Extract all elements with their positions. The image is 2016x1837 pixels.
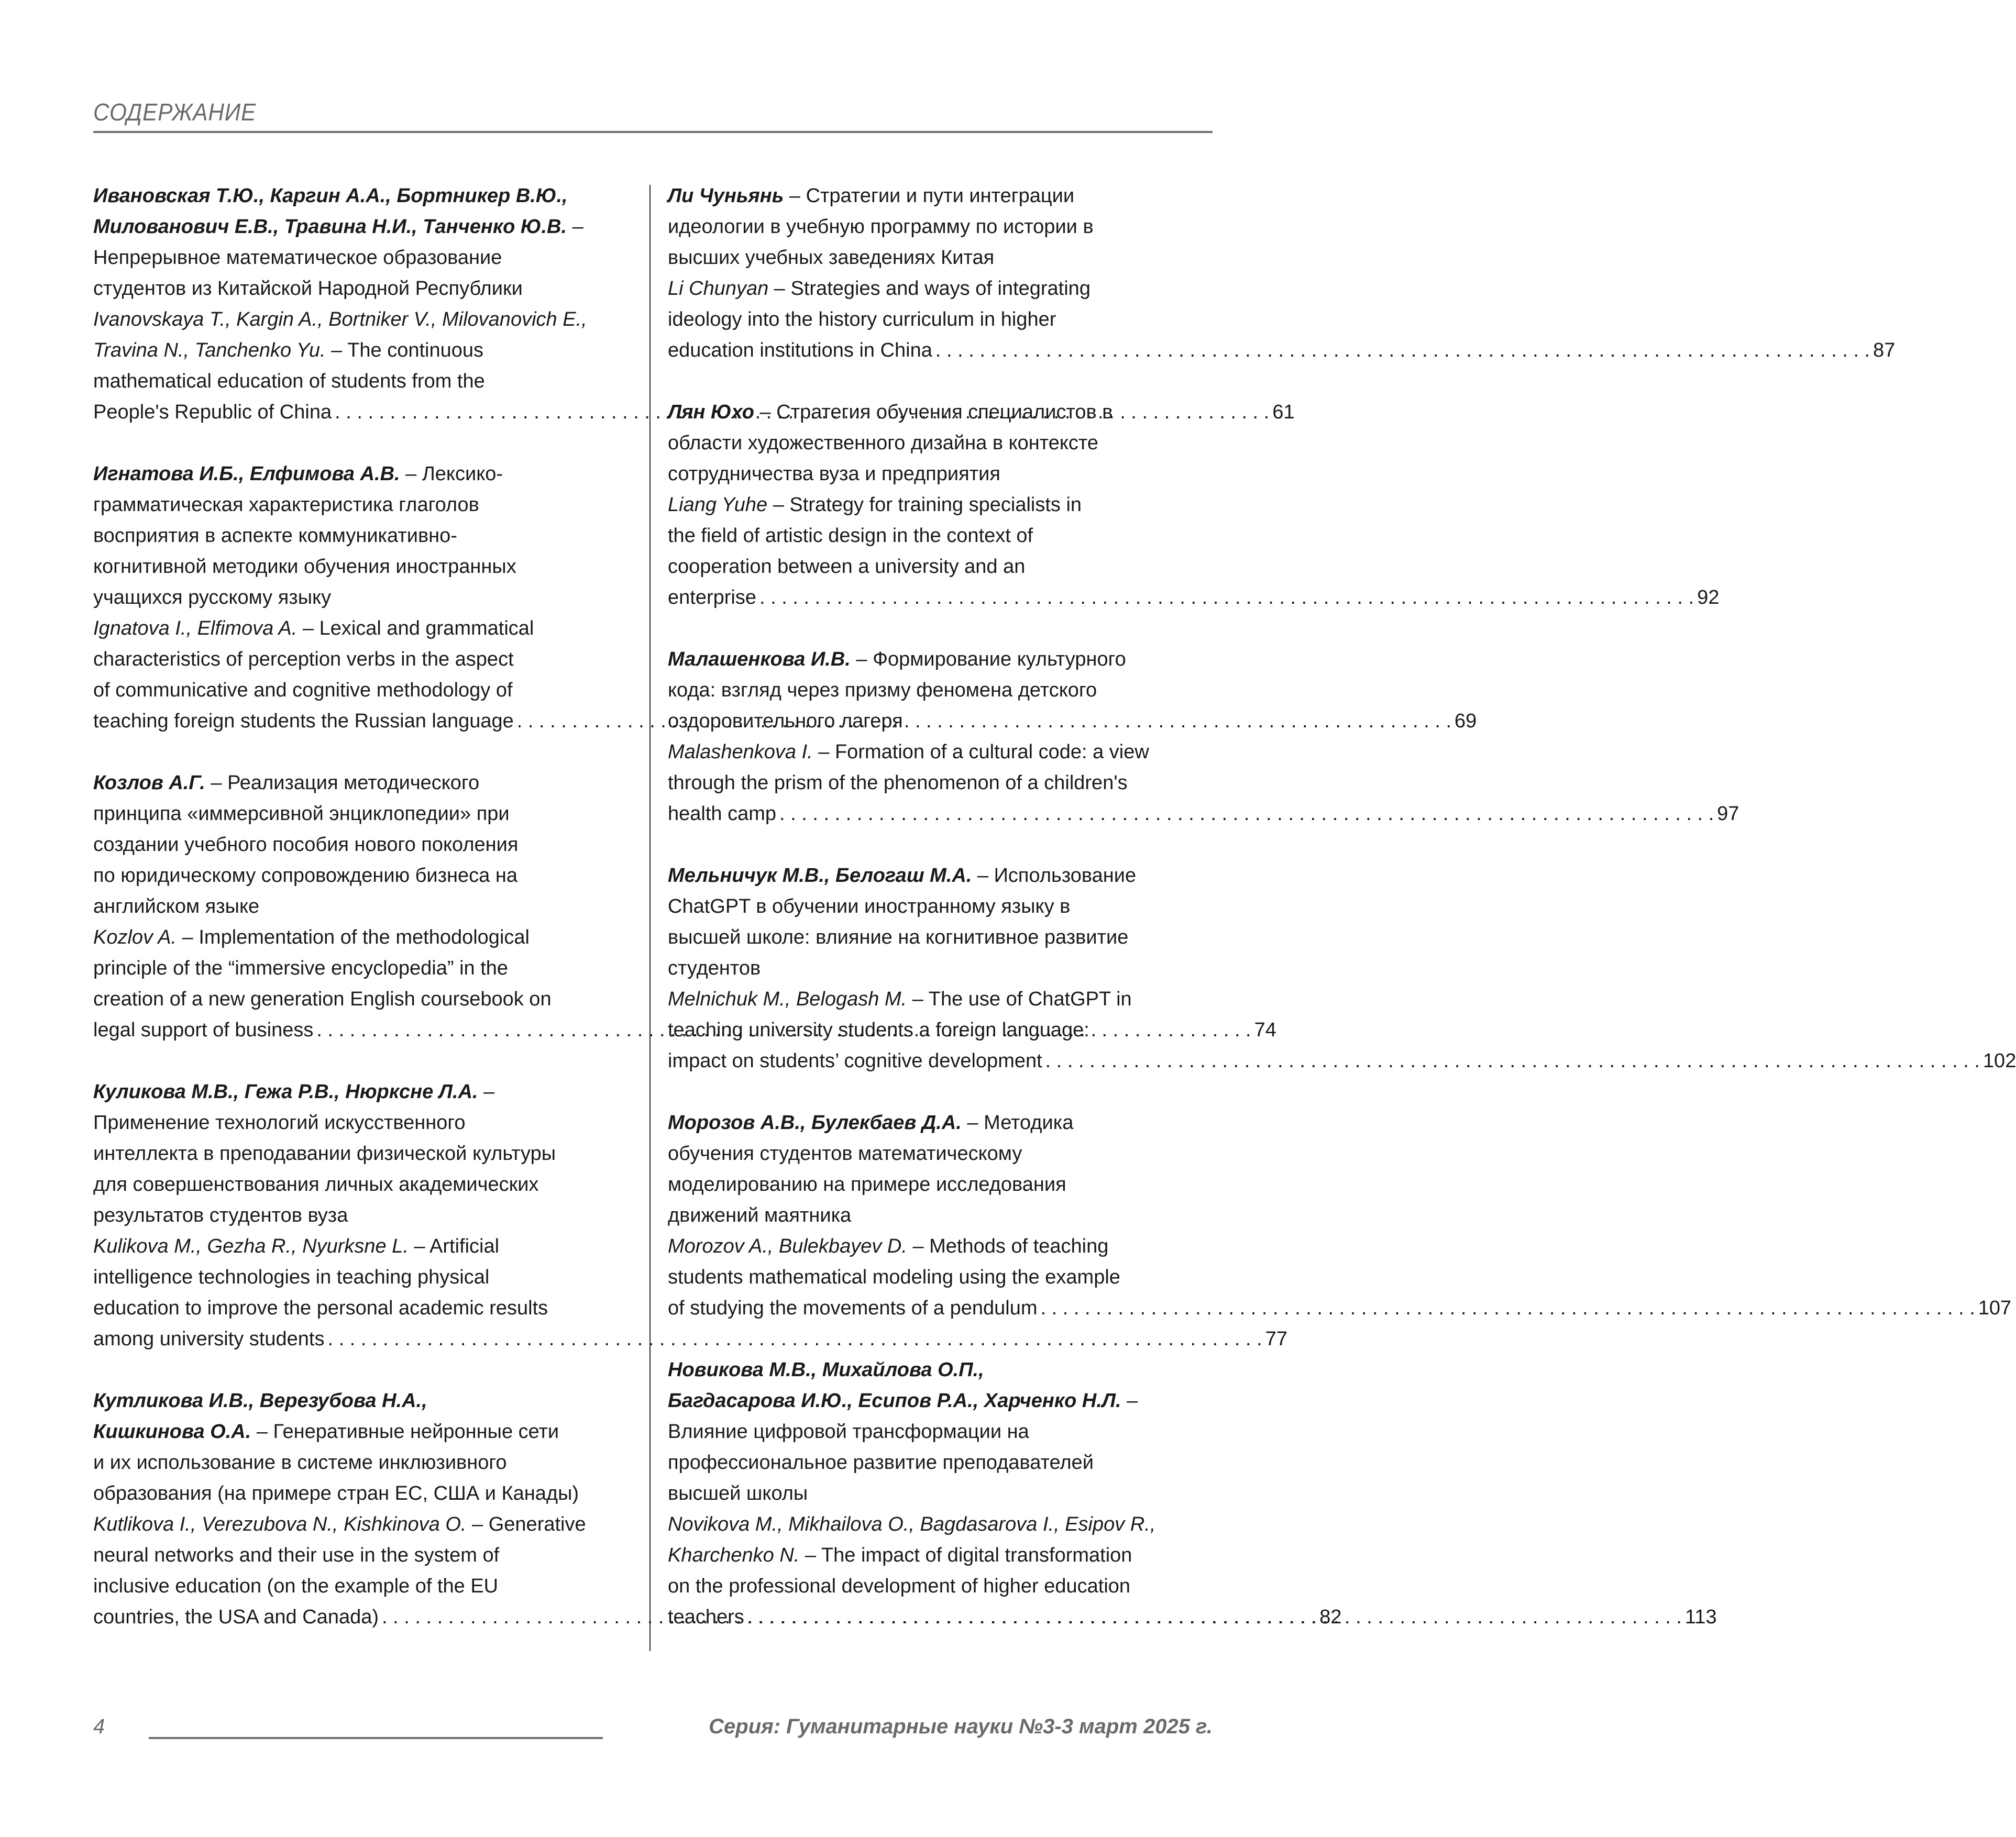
title-en-text: – Formation of a cultural code: a view [812,741,1149,763]
title-ru-line [668,181,1213,212]
title-en-line [93,1509,633,1540]
toc-leader-line[interactable] [668,799,1739,829]
page-title: СОДЕРЖАНИЕ [93,98,257,126]
title-en-text: teachers [668,1606,744,1628]
title-en-text: creation of a new generation English coursebook on [93,988,552,1010]
dot-leader [747,1606,1682,1628]
title-ru-text: образования (на примере стран ЕС, США и Канады) [93,1482,579,1504]
title-en-text: – Lexical and grammatical [297,617,534,639]
title-en-text: – The use of ChatGPT in [907,988,1132,1010]
page-reference[interactable]: 87 [1873,339,1896,361]
title-en-text: on the professional development of higher education [668,1575,1131,1597]
authors-ru: Малашенкова И.В. [668,648,851,670]
title-en-text: teaching foreign students the Russian language [93,710,514,732]
column-divider [649,185,651,1651]
title-en-text: – The impact of digital transformation [799,1544,1132,1566]
title-ru-text: – Стратегии и пути интеграции [784,185,1075,207]
title-ru-text: по юридическому сопровождению бизнеса на [93,865,517,887]
title-ru-line [93,1077,633,1108]
page-reference[interactable]: 97 [1717,803,1739,825]
title-ru-text: – Формирование культурного [850,648,1126,670]
dot-leader [1041,1297,1975,1319]
title-ru-line [93,891,633,922]
authors-en: Ivanovskaya T., Kargin A., Bortniker V., Milovanovich E., [93,308,587,330]
title-ru-text: когнитивной методики обучения иностранных [93,556,516,578]
title-ru-text: профессиональное развитие преподавателей [668,1452,1094,1474]
title-ru-line [668,1386,1213,1417]
title-en-text: education institutions in China [668,339,932,361]
title-ru-line [93,1447,633,1478]
title-ru-line [668,242,1213,273]
title-en-line [668,304,1213,335]
title-ru-text: английском языке [93,895,260,917]
title-en-line [668,551,1213,582]
authors-en: Travina N., Tanchenko Yu. [93,339,326,361]
title-ru-text: – Лексико- [400,463,503,485]
page-reference[interactable]: 107 [1978,1297,2012,1319]
title-ru-line [668,397,1213,428]
title-en-text: – The continuous [325,339,483,361]
title-en-text: students mathematical modeling using the example [668,1266,1120,1288]
title-ru-text: идеологии в учебную программу по истории в [668,216,1094,238]
title-ru-text: и их использование в системе инклюзивного [93,1452,507,1474]
title-en-line [668,273,1213,304]
title-en-text: impact on students’ cognitive development [668,1050,1042,1072]
page-reference[interactable]: 92 [1697,586,1720,608]
authors-ru: Игнатова И.Б., Елфимова А.В. [93,463,400,485]
toc-leader-line[interactable] [668,582,1720,613]
title-en-text: principle of the “immersive encyclopedia” in the [93,957,509,979]
title-ru-line [93,273,633,304]
header-rule [93,131,1213,133]
title-en-text: of studying the movements of a pendulum [668,1297,1038,1319]
title-ru-text: учащихся русскому языку [93,586,332,608]
title-en-line [668,737,1213,768]
title-ru-line [668,1355,1213,1386]
title-ru-line [93,181,633,212]
title-ru-line [93,490,633,521]
title-ru-line [668,1447,1213,1478]
title-en-line [93,1293,633,1324]
title-en-line [668,1262,1213,1293]
title-ru-line [668,675,1213,706]
page-reference[interactable]: 82 [1319,1606,1342,1628]
toc-leader-line[interactable] [668,1046,2016,1077]
title-en-text: – Strategy for training specialists in [767,494,1082,516]
title-ru-line [668,860,1213,891]
title-ru-line [93,1108,633,1138]
authors-ru: Мельничук М.В., Белогаш М.А. [668,865,972,887]
title-ru-text: – [567,216,583,238]
title-ru-line [668,1169,1213,1200]
toc-entry[interactable] [668,1108,2012,1324]
title-ru-line [668,891,1213,922]
title-en-text: – Strategies and ways of integrating [768,278,1090,300]
title-ru-line [93,1200,633,1231]
title-ru-line [668,706,1213,737]
title-ru-line [93,582,633,613]
title-en-text: countries, the USA and Canada) [93,1606,379,1628]
title-en-text: teaching university students a foreign language: [668,1019,1089,1041]
title-ru-line [93,1386,633,1417]
authors-ru: Багдасарова И.Ю., Есипов Р.А., Харченко Н.Л. [668,1390,1121,1412]
title-ru-text: – [1121,1390,1138,1412]
dot-leader [1045,1050,1980,1072]
title-ru-line [93,829,633,860]
page-reference[interactable]: 113 [1685,1606,1717,1628]
authors-ru: Кутликова И.В., Верезубова Н.А., [93,1390,427,1412]
title-ru-text: высшей школы [668,1482,808,1504]
title-ru-text: ChatGPT в обучении иностранному языку в [668,895,1071,917]
title-ru-text: грамматическая характеристика глаголов [93,494,479,516]
title-ru-text: высших учебных заведениях Китая [668,247,995,269]
title-ru-text: – Генеративные нейронные сети [251,1421,559,1443]
authors-en: Morozov A., Bulekbayev D. [668,1235,907,1257]
title-en-text: mathematical education of students from the [93,370,485,392]
title-en-line [93,1262,633,1293]
title-en-line [93,953,633,984]
title-en-line [93,1231,633,1262]
authors-ru: Ивановская Т.Ю., Каргин А.А., Бортникер В.Ю., [93,185,568,207]
title-ru-line [668,212,1213,242]
title-en-text: ideology into the history curriculum in higher [668,308,1056,330]
title-en-text: characteristics of perception verbs in the aspect [93,648,514,670]
authors-en: Novikova M., Mikhailova O., Bagdasarova I., Esipov R., [668,1513,1156,1535]
authors-en: Kozlov A. [93,926,177,948]
title-ru-text: студентов [668,957,761,979]
title-en-text: – Implementation of the methodological [177,926,530,948]
title-en-line [668,1571,1213,1602]
title-ru-text: – Стратегия обучения специалистов в [754,401,1113,423]
authors-en: Kharchenko N. [668,1544,800,1566]
title-ru-text: обучения студентов математическому [668,1143,1022,1165]
title-en-line [93,675,633,706]
authors-en: Kulikova M., Gezha R., Nyurksne L. [93,1235,409,1257]
title-en-text: – Methods of teaching [907,1235,1109,1257]
title-en-text: health camp [668,803,777,825]
title-ru-line [93,521,633,551]
page-reference[interactable]: 74 [1254,1019,1276,1041]
title-ru-text: результатов студентов вуза [93,1204,348,1226]
dot-leader [935,339,1870,361]
authors-ru: Козлов А.Г. [93,772,205,794]
title-ru-line [668,922,1213,953]
title-en-line [668,521,1213,551]
title-ru-text: Влияние цифровой трансформации на [668,1421,1029,1443]
title-en-line [668,1015,1213,1046]
title-en-line [93,335,633,366]
toc-entry[interactable] [668,181,1896,366]
title-en-line [93,304,633,335]
title-ru-line [93,799,633,829]
title-ru-text: движений маятника [668,1204,852,1226]
title-en-text: education to improve the personal academic results [93,1297,548,1319]
title-en-text: – Generative [466,1513,586,1535]
title-en-line [668,768,1213,799]
title-en-text: intelligence technologies in teaching physical [93,1266,490,1288]
title-en-line [93,922,633,953]
authors-en: Liang Yuhe [668,494,768,516]
series-info: Серия: Гуманитарные науки №3-3 март 2025 г. [709,1715,1213,1738]
title-ru-text: оздоровительного лагеря [668,710,903,732]
title-ru-line [668,1417,1213,1447]
title-en-line [93,1571,633,1602]
dot-leader [759,586,1694,608]
title-en-line [93,644,633,675]
title-en-line [668,490,1213,521]
title-ru-line [668,1108,1213,1138]
title-en-line [668,1231,1213,1262]
title-en-line [93,984,633,1015]
title-en-text: People's Republic of China [93,401,332,423]
title-en-text: inclusive education (on the example of the EU [93,1575,499,1597]
authors-ru: Ли Чуньянь [668,185,784,207]
authors-ru: Милованович Е.В., Травина Н.И., Танченко Ю.В. [93,216,567,238]
authors-en: Malashenkova I. [668,741,813,763]
authors-en: Kutlikova I., Verezubova N., Kishkinova O. [93,1513,467,1535]
title-ru-line [93,1417,633,1447]
title-en-text: neural networks and their use in the system of [93,1544,500,1566]
title-ru-line [93,1169,633,1200]
title-ru-text: восприятия в аспекте коммуникативно- [93,525,457,547]
title-en-line [93,613,633,644]
title-ru-line [668,428,1213,459]
authors-ru: Морозов А.В., Булекбаев Д.А. [668,1112,962,1134]
title-ru-text: сотрудничества вуза и предприятия [668,463,1000,485]
title-ru-line [668,644,1213,675]
page-reference[interactable]: 102 [1982,1050,2016,1072]
page-reference[interactable]: 61 [1272,401,1295,423]
title-ru-line [668,953,1213,984]
page-reference[interactable]: 77 [1265,1328,1287,1350]
title-ru-text: принципа «иммерсивной энциклопедии» при [93,803,510,825]
title-ru-text: для совершенствования личных академических [93,1174,539,1196]
toc-leader-line[interactable] [668,1293,2012,1324]
title-en-text: enterprise [668,586,756,608]
title-ru-text: – [478,1081,495,1103]
title-ru-text: создании учебного пособия нового поколения [93,834,519,856]
title-ru-text: – Реализация методического [205,772,480,794]
title-en-text: among university students [93,1328,325,1350]
authors-ru: Кишкинова О.А. [93,1421,251,1443]
page-reference[interactable]: 69 [1455,710,1477,732]
toc-leader-line[interactable] [93,1324,1287,1355]
page-number: 4 [93,1715,105,1738]
title-en-text: legal support of business [93,1019,314,1041]
title-ru-text: – Использование [972,865,1137,887]
title-ru-line [93,768,633,799]
title-ru-line [93,1478,633,1509]
title-en-line [668,1509,1213,1540]
authors-en: Li Chunyan [668,278,769,300]
title-ru-text: интеллекта в преподавании физической культуры [93,1143,556,1165]
title-en-text: cooperation between a university and an [668,556,1026,578]
title-ru-line [668,1200,1213,1231]
title-en-line [93,366,633,397]
title-ru-line [93,1138,633,1169]
title-ru-text: высшей школе: влияние на когнитивное развитие [668,926,1129,948]
title-en-text: the field of artistic design in the context of [668,525,1033,547]
authors-en: Ignatova I., Elfimova A. [93,617,298,639]
title-en-text: – Artificial [408,1235,500,1257]
authors-ru: Новикова М.В., Михайлова О.П., [668,1359,984,1381]
title-ru-text: области художественного дизайна в контексте [668,432,1099,454]
footer-rule [149,1737,603,1739]
title-ru-line [93,860,633,891]
title-ru-text: студентов из Китайской Народной Республики [93,278,523,300]
authors-ru: Лян Юхо [668,401,754,423]
toc-leader-line[interactable] [668,335,1896,366]
title-ru-text: Применение технологий искусственного [93,1112,466,1134]
title-ru-line [668,1478,1213,1509]
title-ru-text: – Методика [961,1112,1074,1134]
title-en-line [93,1540,633,1571]
title-ru-line [93,212,633,242]
title-ru-text: Непрерывное математическое образование [93,247,502,269]
title-ru-text: кода: взгляд через призму феномена детского [668,679,1097,701]
title-ru-line [668,459,1213,490]
authors-en: Melnichuk M., Belogash M. [668,988,907,1010]
title-en-line [668,984,1213,1015]
title-en-text: of communicative and cognitive methodology of [93,679,513,701]
title-ru-line [93,242,633,273]
title-ru-text: моделированию на примере исследования [668,1174,1066,1196]
authors-ru: Куликова М.В., Гежа Р.В., Нюркснe Л.А. [93,1081,478,1103]
title-en-line [668,1540,1213,1571]
title-ru-line [668,1138,1213,1169]
title-en-text: through the prism of the phenomenon of a children's [668,772,1128,794]
dot-leader [779,803,1714,825]
title-ru-line [93,459,633,490]
title-ru-line [93,551,633,582]
